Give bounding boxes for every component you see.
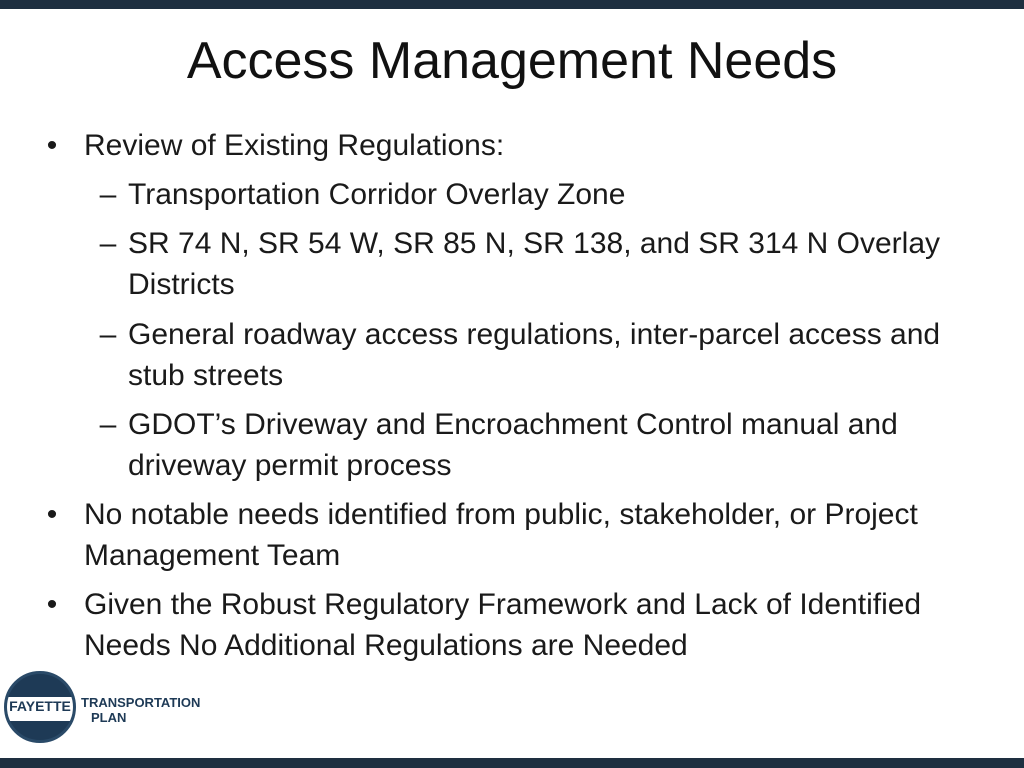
- bullet-marker: •: [46, 588, 58, 621]
- sub-bullet-item: [99, 174, 626, 215]
- bullet-item: [46, 584, 922, 666]
- sub-bullet-item: [99, 314, 941, 396]
- sub-bullet-item: [99, 223, 941, 305]
- sub-bullet-item: [99, 404, 898, 486]
- bullet-item: [46, 494, 918, 576]
- bullet-line: GDOT’s Driveway and Encroachment Control manual and: [128, 408, 898, 441]
- slide-title: Access Management Needs: [186, 32, 838, 90]
- bullet-line: stub streets: [128, 359, 284, 392]
- logo-fayette-text: FAYETTE: [9, 698, 71, 714]
- bullet-line: General roadway access regulations, inter-parcel access and: [128, 318, 941, 351]
- bullet-line: Management Team: [84, 539, 341, 572]
- bullet-line: SR 74 N, SR 54 W, SR 85 N, SR 138, and SR 314 N Overlay: [128, 227, 941, 260]
- bullet-marker: •: [46, 129, 58, 162]
- top-border-bar: [0, 0, 1024, 9]
- bullet-line: Districts: [128, 268, 235, 301]
- fayette-transportation-plan-logo: [4, 671, 214, 749]
- bottom-border-bar: [0, 758, 1024, 768]
- bullet-line: driveway permit process: [128, 449, 452, 482]
- dash-marker: –: [99, 178, 117, 211]
- bullet-marker: •: [46, 498, 58, 531]
- logo-text-line2: PLAN: [91, 710, 127, 725]
- bullet-line: Needs No Additional Regulations are Needed: [84, 629, 688, 662]
- dash-marker: –: [99, 318, 117, 351]
- bullet-line: Given the Robust Regulatory Framework and Lack of Identified: [84, 588, 922, 621]
- dash-marker: –: [99, 227, 117, 260]
- dash-marker: –: [99, 408, 117, 441]
- bullet-line: Transportation Corridor Overlay Zone: [128, 178, 626, 211]
- logo-wordmark: [81, 695, 200, 725]
- bullet-line: No notable needs identified from public, stakeholder, or Project: [84, 498, 918, 531]
- bullet-item: [46, 125, 505, 166]
- bullet-line: Review of Existing Regulations:: [84, 129, 505, 162]
- logo-text-line1: TRANSPORTATION: [81, 695, 201, 710]
